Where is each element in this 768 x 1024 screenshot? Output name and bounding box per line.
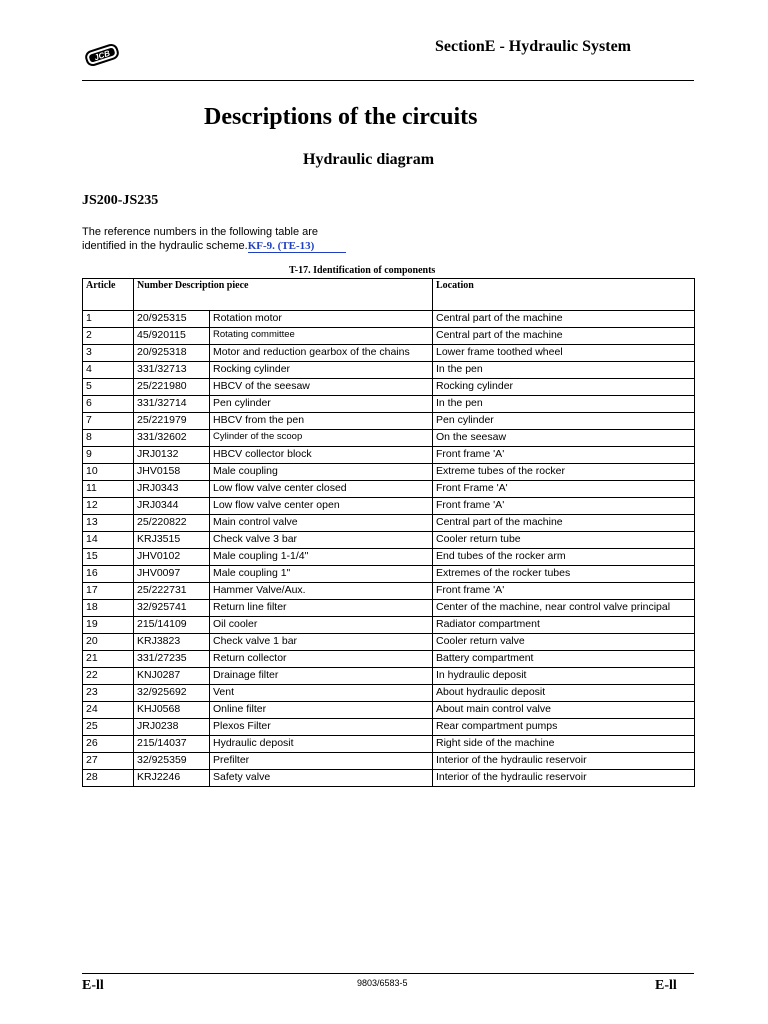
cell-location: Lower frame toothed wheel	[433, 345, 695, 362]
cell-description: Rocking cylinder	[210, 362, 433, 379]
cell-article: 10	[83, 464, 134, 481]
cell-location: Central part of the machine	[433, 328, 695, 345]
cell-location: Central part of the machine	[433, 311, 695, 328]
cell-part-number: 331/27235	[134, 651, 210, 668]
cell-location: Rear compartment pumps	[433, 719, 695, 736]
footer-divider	[82, 973, 694, 974]
table-caption: T-17. Identification of components	[289, 265, 436, 276]
table-row	[83, 447, 695, 464]
cell-description: Check valve 3 bar	[210, 532, 433, 549]
intro-line-2-text: identified in the hydraulic scheme.	[82, 240, 248, 252]
cell-location: Extreme tubes of the rocker	[433, 464, 695, 481]
cell-part-number: 215/14109	[134, 617, 210, 634]
svg-text:JCB: JCB	[93, 48, 112, 63]
cell-location: Central part of the machine	[433, 515, 695, 532]
jcb-logo	[82, 40, 122, 70]
cell-description: Low flow valve center closed	[210, 481, 433, 498]
cell-location: In hydraulic deposit	[433, 668, 695, 685]
cell-location: Front frame 'A'	[433, 447, 695, 464]
cell-article: 12	[83, 498, 134, 515]
cell-location: Center of the machine, near control valve principal	[433, 600, 695, 617]
cell-description: Hydraulic deposit	[210, 736, 433, 753]
header-article: Article	[83, 279, 134, 311]
components-table	[82, 278, 695, 787]
table-row	[83, 753, 695, 770]
cell-article: 13	[83, 515, 134, 532]
cell-description: Plexos Filter	[210, 719, 433, 736]
cell-part-number: 20/925318	[134, 345, 210, 362]
footer-doc-number: 9803/6583-5	[357, 978, 408, 988]
table-row	[83, 566, 695, 583]
cell-article: 21	[83, 651, 134, 668]
cell-description: Prefilter	[210, 753, 433, 770]
footer-page-right: E-ll	[655, 978, 677, 993]
cell-article: 18	[83, 600, 134, 617]
cell-location: Extremes of the rocker tubes	[433, 566, 695, 583]
cell-description: Return line filter	[210, 600, 433, 617]
cell-article: 23	[83, 685, 134, 702]
cell-location: Pen cylinder	[433, 413, 695, 430]
cell-article: 4	[83, 362, 134, 379]
cell-article: 8	[83, 430, 134, 447]
table-row	[83, 549, 695, 566]
cell-part-number: KNJ0287	[134, 668, 210, 685]
cell-article: 11	[83, 481, 134, 498]
cell-location: Rocking cylinder	[433, 379, 695, 396]
jcb-logo-graphic	[82, 40, 122, 70]
cell-article: 2	[83, 328, 134, 345]
table-row	[83, 379, 695, 396]
cell-description: Low flow valve center open	[210, 498, 433, 515]
cell-location: Cooler return tube	[433, 532, 695, 549]
table-row	[83, 345, 695, 362]
page-subtitle: Hydraulic diagram	[303, 151, 435, 168]
cell-article: 24	[83, 702, 134, 719]
cell-part-number: JRJ0132	[134, 447, 210, 464]
cell-location: Radiator compartment	[433, 617, 695, 634]
cell-part-number: JHV0097	[134, 566, 210, 583]
cell-article: 28	[83, 770, 134, 787]
table-row	[83, 430, 695, 447]
table-row	[83, 498, 695, 515]
cell-description: Male coupling 1"	[210, 566, 433, 583]
cell-part-number: KRJ3823	[134, 634, 210, 651]
cell-article: 22	[83, 668, 134, 685]
cell-part-number: 25/220822	[134, 515, 210, 532]
cell-description: HBCV from the pen	[210, 413, 433, 430]
table-row	[83, 362, 695, 379]
cell-part-number: 45/920115	[134, 328, 210, 345]
cell-article: 17	[83, 583, 134, 600]
footer-page-left: E-ll	[82, 978, 104, 993]
cell-article: 26	[83, 736, 134, 753]
cell-location: About main control valve	[433, 702, 695, 719]
cell-part-number: 32/925741	[134, 600, 210, 617]
header-location: Location	[433, 279, 695, 311]
cell-location: Interior of the hydraulic reservoir	[433, 770, 695, 787]
cell-description: Male coupling 1-1/4"	[210, 549, 433, 566]
cell-article: 20	[83, 634, 134, 651]
cell-location: Front frame 'A'	[433, 498, 695, 515]
cell-article: 5	[83, 379, 134, 396]
table-row	[83, 651, 695, 668]
cell-part-number: 25/221979	[134, 413, 210, 430]
intro-paragraph	[82, 225, 355, 253]
cell-location: Front Frame 'A'	[433, 481, 695, 498]
cell-part-number: 20/925315	[134, 311, 210, 328]
cell-article: 1	[83, 311, 134, 328]
table-body	[83, 311, 695, 787]
cell-description: Return collector	[210, 651, 433, 668]
cell-part-number: JHV0102	[134, 549, 210, 566]
cell-article: 6	[83, 396, 134, 413]
table-row	[83, 634, 695, 651]
cell-location: Right side of the machine	[433, 736, 695, 753]
cell-location: Battery compartment	[433, 651, 695, 668]
cell-location: In the pen	[433, 362, 695, 379]
table-row	[83, 770, 695, 787]
cell-part-number: JHV0158	[134, 464, 210, 481]
cell-part-number: JRJ0238	[134, 719, 210, 736]
cell-article: 19	[83, 617, 134, 634]
table-row	[83, 617, 695, 634]
cell-part-number: 331/32713	[134, 362, 210, 379]
intro-line-2	[82, 239, 355, 253]
cell-part-number: 32/925359	[134, 753, 210, 770]
cell-article: 14	[83, 532, 134, 549]
table-row	[83, 685, 695, 702]
cell-description: Main control valve	[210, 515, 433, 532]
table-row	[83, 328, 695, 345]
cell-part-number: JRJ0344	[134, 498, 210, 515]
table-row	[83, 583, 695, 600]
cell-location: Front frame 'A'	[433, 583, 695, 600]
header-divider	[82, 80, 694, 81]
cell-description: HBCV of the seesaw	[210, 379, 433, 396]
cell-article: 16	[83, 566, 134, 583]
intro-line-1: The reference numbers in the following table are	[82, 226, 319, 238]
cell-description: Pen cylinder	[210, 396, 433, 413]
cell-article: 27	[83, 753, 134, 770]
cell-description: HBCV collector block	[210, 447, 433, 464]
table-row	[83, 481, 695, 498]
page-title: Descriptions of the circuits	[204, 104, 478, 130]
cell-description: Hammer Valve/Aux.	[210, 583, 433, 600]
cell-description: Safety valve	[210, 770, 433, 787]
cell-description: Check valve 1 bar	[210, 634, 433, 651]
cell-description: Male coupling	[210, 464, 433, 481]
table-row	[83, 719, 695, 736]
cell-part-number: 331/32714	[134, 396, 210, 413]
cell-description: Rotating committee	[210, 328, 433, 345]
cell-description: Cylinder of the scoop	[210, 430, 433, 447]
cell-location: Interior of the hydraulic reservoir	[433, 753, 695, 770]
cell-part-number: KHJ0568	[134, 702, 210, 719]
cell-description: Motor and reduction gearbox of the chains	[210, 345, 433, 362]
table-row	[83, 668, 695, 685]
cell-location: On the seesaw	[433, 430, 695, 447]
cell-part-number: 215/14037	[134, 736, 210, 753]
table-row	[83, 736, 695, 753]
cell-part-number: KRJ2246	[134, 770, 210, 787]
model-heading: JS200-JS235	[82, 193, 159, 208]
table-row	[83, 532, 695, 549]
cell-location: End tubes of the rocker arm	[433, 549, 695, 566]
cell-location: Cooler return valve	[433, 634, 695, 651]
cell-location: In the pen	[433, 396, 695, 413]
cell-location: About hydraulic deposit	[433, 685, 695, 702]
cell-part-number: 32/925692	[134, 685, 210, 702]
cell-part-number: 25/222731	[134, 583, 210, 600]
cell-description: Online filter	[210, 702, 433, 719]
header-number-text: Number Description piece	[137, 280, 249, 291]
reference-link[interactable]: KF-9. (TE-13)	[248, 240, 347, 253]
cell-article: 3	[83, 345, 134, 362]
cell-part-number: 331/32602	[134, 430, 210, 447]
table-header-row	[83, 279, 695, 311]
cell-article: 7	[83, 413, 134, 430]
table-row	[83, 600, 695, 617]
cell-description: Drainage filter	[210, 668, 433, 685]
cell-description: Rotation motor	[210, 311, 433, 328]
header-number-description	[134, 279, 433, 311]
table-row	[83, 464, 695, 481]
table-row	[83, 413, 695, 430]
cell-part-number: 25/221980	[134, 379, 210, 396]
cell-article: 25	[83, 719, 134, 736]
table-row	[83, 396, 695, 413]
cell-description: Vent	[210, 685, 433, 702]
cell-description: Oil cooler	[210, 617, 433, 634]
table-row	[83, 515, 695, 532]
cell-article: 9	[83, 447, 134, 464]
cell-part-number: KRJ3515	[134, 532, 210, 549]
section-title: SectionE - Hydraulic System	[435, 38, 631, 55]
table-row	[83, 311, 695, 328]
table-row	[83, 702, 695, 719]
cell-article: 15	[83, 549, 134, 566]
cell-part-number: JRJ0343	[134, 481, 210, 498]
